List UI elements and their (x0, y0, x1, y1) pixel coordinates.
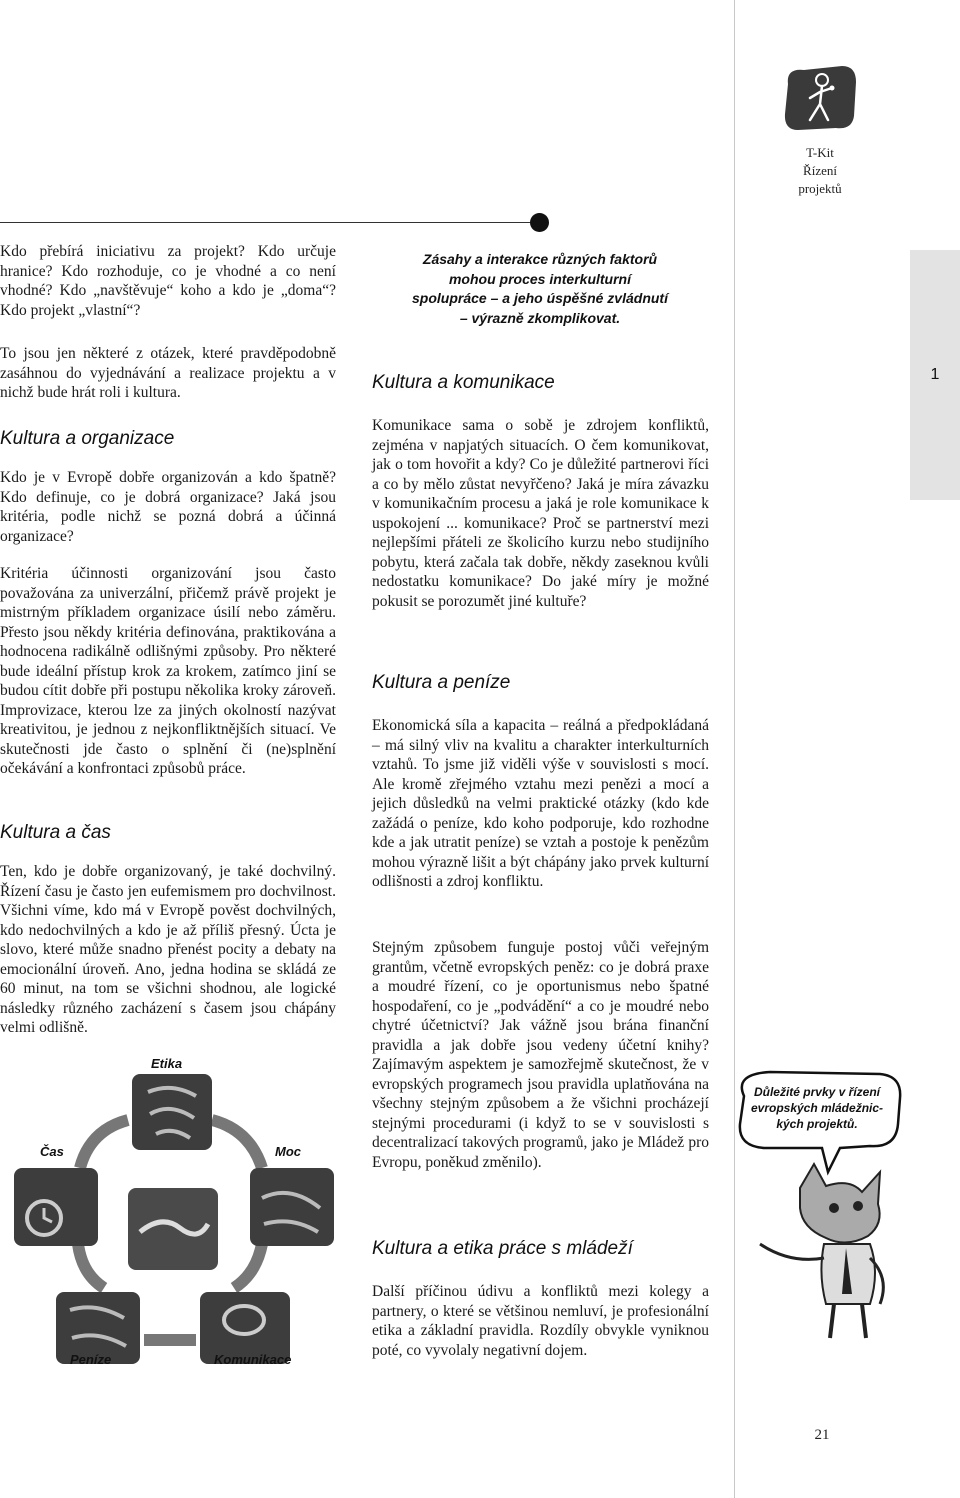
komunikace-paragraph-1: Komunikace sama o sobě je zdrojem konfliktů, zejména v napjatých situacích. O čem komunikovat, jak o tom hovořit a kdy? Co je důležité partnerovi říci a co by mělo zůstat nevyřčeno? Jaká je míra závazku v komunikačním procesu a jaká je role komunikace k uspokojení ... komunikace? Proč se partnerství mezi nejlepšími přáteli ze školicího kurzu nebo studijního pobytu, která začala tak dobře, někdy zaseknou kvůli nedostatku komunikace? Do jaké míry je možné pokusit se porozumět jiné kultuře? (372, 417, 709, 610)
kit-title (760, 144, 880, 198)
arrow-cas-etika (80, 1120, 128, 1168)
kit-title-line: projektů (798, 181, 842, 196)
diagram-label-cas: Čas (40, 1144, 64, 1159)
diagram-graphics (0, 1048, 340, 1372)
mascot-head (800, 1164, 880, 1243)
chapter-number: 1 (930, 366, 940, 383)
page-number: 21 (814, 1427, 830, 1443)
diagram-label-penize: Peníze (70, 1352, 112, 1367)
heading-kultura-etika: Kultura a etika práce s mládeží (372, 1238, 633, 1259)
pull-quote-line: mohou proces interkulturní (448, 270, 631, 287)
intro-paragraph-2: To jsou jen některé z otázek, které pravděpodobně zasáhnou do vyjednávání a realizace projektu a v nichž bude hrát roli i kultura. (0, 345, 336, 401)
callout-line: kých projektů. (776, 1117, 858, 1131)
diagram-label-komunikace: Komunikace (214, 1352, 292, 1367)
penize-paragraph-2: Stejným způsobem funguje postoj vůči veřejným grantům, včetně evropských peněz: co je dobrá praxe a moudré řízení, co je oportunismus nebo špatné hospodaření, co je „podvádění“ a co je moudré nebo chytré účetnictví? Jak vážně jsou brána finanční pravidla a jak dobře jsou vedeny účetní knihy? Zajímavým aspektem je samozřejmě skutečnost, že v evropských programech jsou pravidla uplatňována na všechny stejným způsobem a že všichni procházejí stejnými procedurami (i když to se v souvislosti s decentralizací takových programů, jako je Mládež pro Evropu, poněkud změnilo). (372, 939, 709, 1171)
organizace-paragraph-2: Kritéria účinnosti organizování jsou často považována za univerzální, přičemž právě projekt je mistrným příkladem organizace úsilí nebo záměru. Přesto jsou někdy kritéria definována, praktikována a hodnocena radikálně odlišnými způsoby. Pro některé bude ideální přístup krok za krokem, zatímco jiní se budou cítit dobře při postupu několika kroky zároveň. Improvizace, kterou lze za jiných okolností nazývat kreativitou, je jednou z nejkonfliktnějších situací. Ve skutečnosti jde často o splnění či (ne)splnění očekávání a konfrontaci způsobů práce. (0, 565, 336, 777)
diagram-label-moc: Moc (275, 1144, 301, 1159)
heading-kultura-organizace: Kultura a organizace (0, 428, 175, 449)
header-rule (0, 222, 540, 223)
tile-etika-image (132, 1074, 212, 1150)
callout-line: Důležité prvky v řízení (753, 1085, 881, 1099)
cas-paragraph-1: Ten, kdo je dobře organizovaný, je také dochvilný. Řízení času je často jen eufemismem pro dochvilnost. Všichni víme, kdo má v Evropě pověst dochvilných, kdo nedochvilných a kdo je až příliš přesný. Úcta je slovo, které může snadno přenést pocity a debaty na emocionální úroveň. Ano, jedna hodina se skládá ze 60 minut, na tom se všichni shodnou, ale logické následky různého zacházení s časem jsou chápány velmi odlišně. (0, 863, 336, 1036)
header-rule-dot (530, 213, 549, 232)
pull-quote-line: spolupráce – a jeho úspěšné zvládnutí (412, 290, 668, 306)
etika-paragraph-1: Další příčinou údivu a konfliktů mezi kolegy a partnery, o které se většinou nemluví, je profesionální etika a základní pravidla. Rozdíly obvykle vyniknou poté, co vyvolaly negativní dojem. (372, 1283, 709, 1359)
heading-kultura-cas: Kultura a čas (0, 822, 111, 843)
callout-text (742, 1084, 892, 1132)
heading-kultura-komunikace: Kultura a komunikace (372, 372, 555, 393)
penize-paragraph-1: Ekonomická síla a kapacita – reálná a předpokládaná – má silný vliv na kvalitu a charakter interkulturních vztahů. To jsme již viděli výše v souvislosti s mocí. Ale kromě zřejmého vztahu mezi penězi a mocí a jejich důsledků na velmi praktické otázky (kdo kde zažádá o peníze, kdo koho podporuje, kdo rozhodne kde a jak utratit peníze) se vztah a postoje k penězům mohou výrazně lišit a být chápány jako prvek kulturní odlišnosti a zdroj konfliktu. (372, 717, 709, 890)
culture-factors-diagram (0, 1048, 340, 1372)
tile-moc-image (250, 1168, 334, 1246)
arrow-moc-komunikace (234, 1244, 262, 1288)
arrow-penize-cas (78, 1244, 104, 1288)
diagram-label-etika: Etika (151, 1056, 183, 1071)
kit-title-line: Řízení (803, 163, 837, 178)
kit-title-line: T-Kit (806, 145, 834, 160)
pull-quote (372, 250, 708, 328)
callout-line: evropských mládežnic- (750, 1101, 884, 1115)
pull-quote-line: – výrazně zkomplikovat. (459, 309, 621, 326)
intro-paragraph-1: Kdo přebírá iniciativu za projekt? Kdo určuje hranice? Kdo rozhoduje, co je vhodné a co není vhodné? Kdo „navštěvuje“ koho a kdo je „doma“? Kdo projekt „vlastní“? (0, 243, 336, 319)
organizace-paragraph-1: Kdo je v Evropě dobře organizován a kdo špatně? Kdo definuje, co je dobrá organizace? Jaká jsou kritéria, podle nichž se pozná dobrá a účinná organizace? (0, 469, 336, 545)
arrow-etika-moc (212, 1120, 262, 1168)
heading-kultura-penize: Kultura a peníze (372, 672, 511, 693)
pull-quote-line: Zásahy a interakce různých faktorů (422, 251, 658, 267)
tkit-logo (780, 62, 860, 134)
